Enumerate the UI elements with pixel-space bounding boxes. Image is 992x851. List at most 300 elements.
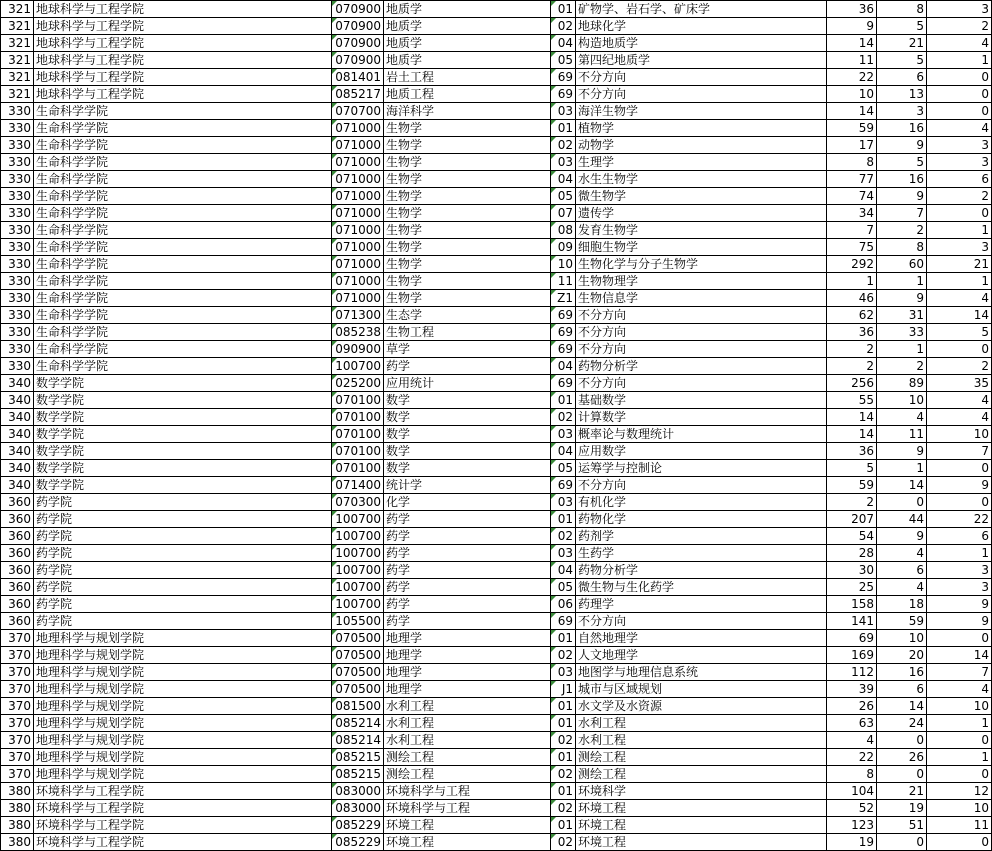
count-a-cell[interactable]: 158 — [827, 596, 877, 613]
count-c-cell[interactable]: 14 — [927, 647, 992, 664]
count-b-cell[interactable]: 21 — [877, 783, 927, 800]
count-c-cell[interactable]: 0 — [927, 732, 992, 749]
direction-name-cell[interactable]: 水生生物学 — [576, 171, 827, 188]
major-code-cell[interactable]: 071000 — [332, 154, 384, 171]
direction-code-cell[interactable]: 02 — [551, 732, 576, 749]
count-c-cell[interactable]: 0 — [927, 766, 992, 783]
count-c-cell[interactable]: 3 — [927, 154, 992, 171]
major-name-cell[interactable]: 药学 — [384, 562, 551, 579]
direction-code-cell[interactable]: 03 — [551, 545, 576, 562]
direction-name-cell[interactable]: 地球化学 — [576, 18, 827, 35]
direction-name-cell[interactable]: 不分方向 — [576, 324, 827, 341]
count-a-cell[interactable]: 9 — [827, 18, 877, 35]
count-a-cell[interactable]: 77 — [827, 171, 877, 188]
dept-code-cell[interactable]: 330 — [1, 171, 34, 188]
count-c-cell[interactable]: 4 — [927, 409, 992, 426]
dept-code-cell[interactable]: 340 — [1, 409, 34, 426]
count-c-cell[interactable]: 4 — [927, 681, 992, 698]
dept-code-cell[interactable]: 360 — [1, 511, 34, 528]
dept-code-cell[interactable]: 370 — [1, 664, 34, 681]
count-a-cell[interactable]: 17 — [827, 137, 877, 154]
major-name-cell[interactable]: 水利工程 — [384, 715, 551, 732]
count-b-cell[interactable]: 19 — [877, 800, 927, 817]
major-name-cell[interactable]: 药学 — [384, 511, 551, 528]
major-code-cell[interactable]: 070100 — [332, 426, 384, 443]
direction-name-cell[interactable]: 不分方向 — [576, 307, 827, 324]
direction-name-cell[interactable]: 药剂学 — [576, 528, 827, 545]
major-name-cell[interactable]: 生物学 — [384, 290, 551, 307]
dept-name-cell[interactable]: 生命科学学院 — [34, 120, 332, 137]
count-b-cell[interactable]: 44 — [877, 511, 927, 528]
direction-name-cell[interactable]: 不分方向 — [576, 477, 827, 494]
direction-code-cell[interactable]: 69 — [551, 324, 576, 341]
count-c-cell[interactable]: 1 — [927, 222, 992, 239]
count-b-cell[interactable]: 5 — [877, 18, 927, 35]
count-b-cell[interactable]: 6 — [877, 681, 927, 698]
dept-code-cell[interactable]: 321 — [1, 52, 34, 69]
major-code-cell[interactable]: 070300 — [332, 494, 384, 511]
major-code-cell[interactable]: 071000 — [332, 205, 384, 222]
major-name-cell[interactable]: 生物学 — [384, 222, 551, 239]
major-name-cell[interactable]: 生物学 — [384, 273, 551, 290]
direction-code-cell[interactable]: 03 — [551, 154, 576, 171]
direction-name-cell[interactable]: 应用数学 — [576, 443, 827, 460]
major-code-cell[interactable]: 071000 — [332, 171, 384, 188]
count-c-cell[interactable]: 22 — [927, 511, 992, 528]
major-code-cell[interactable]: 085229 — [332, 834, 384, 851]
major-name-cell[interactable]: 数学 — [384, 443, 551, 460]
count-c-cell[interactable]: 14 — [927, 307, 992, 324]
dept-name-cell[interactable]: 环境科学与工程学院 — [34, 783, 332, 800]
dept-code-cell[interactable]: 370 — [1, 630, 34, 647]
direction-name-cell[interactable]: 环境科学 — [576, 783, 827, 800]
count-b-cell[interactable]: 9 — [877, 137, 927, 154]
count-c-cell[interactable]: 3 — [927, 1, 992, 18]
count-b-cell[interactable]: 9 — [877, 188, 927, 205]
major-code-cell[interactable]: 071300 — [332, 307, 384, 324]
major-name-cell[interactable]: 水利工程 — [384, 698, 551, 715]
dept-code-cell[interactable]: 370 — [1, 698, 34, 715]
major-name-cell[interactable]: 地质学 — [384, 18, 551, 35]
count-c-cell[interactable]: 10 — [927, 426, 992, 443]
major-code-cell[interactable]: 071000 — [332, 222, 384, 239]
major-code-cell[interactable]: 105500 — [332, 613, 384, 630]
direction-code-cell[interactable]: 11 — [551, 273, 576, 290]
dept-name-cell[interactable]: 数学学院 — [34, 375, 332, 392]
count-c-cell[interactable]: 1 — [927, 749, 992, 766]
major-name-cell[interactable]: 水利工程 — [384, 732, 551, 749]
direction-name-cell[interactable]: 不分方向 — [576, 69, 827, 86]
direction-name-cell[interactable]: 计算数学 — [576, 409, 827, 426]
direction-code-cell[interactable]: 03 — [551, 426, 576, 443]
major-code-cell[interactable]: 083000 — [332, 783, 384, 800]
count-b-cell[interactable]: 14 — [877, 477, 927, 494]
direction-code-cell[interactable]: 03 — [551, 664, 576, 681]
dept-name-cell[interactable]: 数学学院 — [34, 477, 332, 494]
count-b-cell[interactable]: 8 — [877, 1, 927, 18]
direction-code-cell[interactable]: 01 — [551, 392, 576, 409]
direction-code-cell[interactable]: 05 — [551, 579, 576, 596]
dept-name-cell[interactable]: 生命科学学院 — [34, 324, 332, 341]
count-c-cell[interactable]: 6 — [927, 171, 992, 188]
dept-code-cell[interactable]: 330 — [1, 154, 34, 171]
direction-code-cell[interactable]: 02 — [551, 647, 576, 664]
major-name-cell[interactable]: 数学 — [384, 392, 551, 409]
count-c-cell[interactable]: 12 — [927, 783, 992, 800]
count-b-cell[interactable]: 31 — [877, 307, 927, 324]
count-b-cell[interactable]: 4 — [877, 409, 927, 426]
dept-name-cell[interactable]: 地球科学与工程学院 — [34, 35, 332, 52]
major-code-cell[interactable]: 070100 — [332, 460, 384, 477]
count-a-cell[interactable]: 74 — [827, 188, 877, 205]
count-a-cell[interactable]: 14 — [827, 103, 877, 120]
dept-name-cell[interactable]: 生命科学学院 — [34, 154, 332, 171]
direction-code-cell[interactable]: 09 — [551, 239, 576, 256]
dept-code-cell[interactable]: 370 — [1, 732, 34, 749]
dept-name-cell[interactable]: 数学学院 — [34, 443, 332, 460]
direction-code-cell[interactable]: 01 — [551, 783, 576, 800]
count-c-cell[interactable]: 0 — [927, 834, 992, 851]
direction-code-cell[interactable]: 69 — [551, 341, 576, 358]
major-code-cell[interactable]: 071000 — [332, 120, 384, 137]
direction-name-cell[interactable]: 不分方向 — [576, 341, 827, 358]
count-c-cell[interactable]: 10 — [927, 698, 992, 715]
dept-name-cell[interactable]: 生命科学学院 — [34, 256, 332, 273]
dept-code-cell[interactable]: 330 — [1, 341, 34, 358]
dept-code-cell[interactable]: 321 — [1, 86, 34, 103]
dept-code-cell[interactable]: 321 — [1, 35, 34, 52]
major-code-cell[interactable]: 070100 — [332, 392, 384, 409]
major-name-cell[interactable]: 统计学 — [384, 477, 551, 494]
count-b-cell[interactable]: 0 — [877, 494, 927, 511]
direction-name-cell[interactable]: 矿物学、岩石学、矿床学 — [576, 1, 827, 18]
count-b-cell[interactable]: 1 — [877, 273, 927, 290]
dept-name-cell[interactable]: 数学学院 — [34, 426, 332, 443]
major-name-cell[interactable]: 药学 — [384, 358, 551, 375]
count-b-cell[interactable]: 1 — [877, 460, 927, 477]
major-name-cell[interactable]: 数学 — [384, 426, 551, 443]
direction-code-cell[interactable]: 69 — [551, 613, 576, 630]
dept-code-cell[interactable]: 330 — [1, 188, 34, 205]
direction-name-cell[interactable]: 药理学 — [576, 596, 827, 613]
count-b-cell[interactable]: 4 — [877, 579, 927, 596]
direction-name-cell[interactable]: 药物化学 — [576, 511, 827, 528]
direction-name-cell[interactable]: 基础数学 — [576, 392, 827, 409]
count-c-cell[interactable]: 3 — [927, 137, 992, 154]
direction-code-cell[interactable]: 69 — [551, 69, 576, 86]
count-a-cell[interactable]: 52 — [827, 800, 877, 817]
direction-code-cell[interactable]: Z1 — [551, 290, 576, 307]
count-b-cell[interactable]: 59 — [877, 613, 927, 630]
count-b-cell[interactable]: 0 — [877, 766, 927, 783]
count-a-cell[interactable]: 112 — [827, 664, 877, 681]
dept-code-cell[interactable]: 360 — [1, 494, 34, 511]
major-code-cell[interactable]: 070500 — [332, 630, 384, 647]
major-name-cell[interactable]: 数学 — [384, 409, 551, 426]
count-a-cell[interactable]: 22 — [827, 69, 877, 86]
count-c-cell[interactable]: 1 — [927, 273, 992, 290]
dept-code-cell[interactable]: 360 — [1, 528, 34, 545]
direction-code-cell[interactable]: 69 — [551, 86, 576, 103]
direction-name-cell[interactable]: 运筹学与控制论 — [576, 460, 827, 477]
count-a-cell[interactable]: 46 — [827, 290, 877, 307]
major-code-cell[interactable]: 071000 — [332, 256, 384, 273]
dept-code-cell[interactable]: 360 — [1, 545, 34, 562]
dept-code-cell[interactable]: 360 — [1, 613, 34, 630]
direction-code-cell[interactable]: 69 — [551, 477, 576, 494]
count-b-cell[interactable]: 5 — [877, 52, 927, 69]
dept-code-cell[interactable]: 370 — [1, 766, 34, 783]
major-code-cell[interactable]: 085238 — [332, 324, 384, 341]
direction-code-cell[interactable]: 04 — [551, 562, 576, 579]
dept-name-cell[interactable]: 数学学院 — [34, 460, 332, 477]
count-c-cell[interactable]: 3 — [927, 239, 992, 256]
major-code-cell[interactable]: 071000 — [332, 273, 384, 290]
major-name-cell[interactable]: 地理学 — [384, 664, 551, 681]
direction-code-cell[interactable]: 02 — [551, 409, 576, 426]
major-code-cell[interactable]: 070900 — [332, 35, 384, 52]
count-b-cell[interactable]: 20 — [877, 647, 927, 664]
count-c-cell[interactable]: 0 — [927, 69, 992, 86]
dept-code-cell[interactable]: 340 — [1, 477, 34, 494]
direction-name-cell[interactable]: 生物化学与分子生物学 — [576, 256, 827, 273]
direction-name-cell[interactable]: 测绘工程 — [576, 749, 827, 766]
dept-name-cell[interactable]: 地理科学与规划学院 — [34, 749, 332, 766]
dept-name-cell[interactable]: 地球科学与工程学院 — [34, 52, 332, 69]
major-code-cell[interactable]: 100700 — [332, 596, 384, 613]
direction-code-cell[interactable]: 01 — [551, 817, 576, 834]
direction-name-cell[interactable]: 微生物学 — [576, 188, 827, 205]
dept-name-cell[interactable]: 生命科学学院 — [34, 103, 332, 120]
direction-name-cell[interactable]: 细胞生物学 — [576, 239, 827, 256]
count-c-cell[interactable]: 0 — [927, 205, 992, 222]
count-a-cell[interactable]: 207 — [827, 511, 877, 528]
major-code-cell[interactable]: 070500 — [332, 664, 384, 681]
count-a-cell[interactable]: 22 — [827, 749, 877, 766]
count-c-cell[interactable]: 0 — [927, 86, 992, 103]
count-a-cell[interactable]: 59 — [827, 477, 877, 494]
major-code-cell[interactable]: 070900 — [332, 18, 384, 35]
dept-code-cell[interactable]: 340 — [1, 426, 34, 443]
dept-name-cell[interactable]: 生命科学学院 — [34, 239, 332, 256]
major-code-cell[interactable]: 070900 — [332, 52, 384, 69]
direction-name-cell[interactable]: 构造地质学 — [576, 35, 827, 52]
major-name-cell[interactable]: 地理学 — [384, 681, 551, 698]
count-a-cell[interactable]: 14 — [827, 35, 877, 52]
major-name-cell[interactable]: 地质学 — [384, 35, 551, 52]
count-a-cell[interactable]: 2 — [827, 358, 877, 375]
direction-code-cell[interactable]: 01 — [551, 630, 576, 647]
major-name-cell[interactable]: 数学 — [384, 460, 551, 477]
direction-name-cell[interactable]: 动物学 — [576, 137, 827, 154]
count-c-cell[interactable]: 1 — [927, 545, 992, 562]
major-name-cell[interactable]: 药学 — [384, 613, 551, 630]
count-b-cell[interactable]: 16 — [877, 120, 927, 137]
count-b-cell[interactable]: 5 — [877, 154, 927, 171]
dept-name-cell[interactable]: 生命科学学院 — [34, 137, 332, 154]
major-code-cell[interactable]: 081401 — [332, 69, 384, 86]
count-b-cell[interactable]: 4 — [877, 545, 927, 562]
count-c-cell[interactable]: 4 — [927, 120, 992, 137]
major-code-cell[interactable]: 083000 — [332, 800, 384, 817]
direction-code-cell[interactable]: 02 — [551, 800, 576, 817]
dept-name-cell[interactable]: 地球科学与工程学院 — [34, 69, 332, 86]
direction-code-cell[interactable]: 04 — [551, 358, 576, 375]
major-name-cell[interactable]: 地质工程 — [384, 86, 551, 103]
major-code-cell[interactable]: 070500 — [332, 647, 384, 664]
dept-code-cell[interactable]: 370 — [1, 749, 34, 766]
dept-name-cell[interactable]: 药学院 — [34, 545, 332, 562]
direction-name-cell[interactable]: 第四纪地质学 — [576, 52, 827, 69]
major-name-cell[interactable]: 测绘工程 — [384, 766, 551, 783]
major-name-cell[interactable]: 生物学 — [384, 239, 551, 256]
major-name-cell[interactable]: 生物学 — [384, 188, 551, 205]
direction-name-cell[interactable]: 环境工程 — [576, 800, 827, 817]
dept-code-cell[interactable]: 360 — [1, 562, 34, 579]
count-a-cell[interactable]: 30 — [827, 562, 877, 579]
direction-code-cell[interactable]: 01 — [551, 120, 576, 137]
dept-name-cell[interactable]: 环境科学与工程学院 — [34, 800, 332, 817]
count-a-cell[interactable]: 36 — [827, 1, 877, 18]
count-a-cell[interactable]: 8 — [827, 154, 877, 171]
major-name-cell[interactable]: 草学 — [384, 341, 551, 358]
dept-name-cell[interactable]: 地理科学与规划学院 — [34, 766, 332, 783]
direction-code-cell[interactable]: 69 — [551, 307, 576, 324]
count-c-cell[interactable]: 0 — [927, 341, 992, 358]
direction-code-cell[interactable]: 03 — [551, 103, 576, 120]
dept-code-cell[interactable]: 321 — [1, 18, 34, 35]
major-code-cell[interactable]: 071000 — [332, 239, 384, 256]
direction-name-cell[interactable]: 植物学 — [576, 120, 827, 137]
count-b-cell[interactable]: 13 — [877, 86, 927, 103]
major-name-cell[interactable]: 环境科学与工程 — [384, 783, 551, 800]
dept-code-cell[interactable]: 370 — [1, 647, 34, 664]
direction-code-cell[interactable]: 01 — [551, 749, 576, 766]
dept-name-cell[interactable]: 地理科学与规划学院 — [34, 647, 332, 664]
count-a-cell[interactable]: 62 — [827, 307, 877, 324]
dept-name-cell[interactable]: 生命科学学院 — [34, 341, 332, 358]
direction-code-cell[interactable]: 08 — [551, 222, 576, 239]
count-a-cell[interactable]: 19 — [827, 834, 877, 851]
dept-name-cell[interactable]: 药学院 — [34, 562, 332, 579]
count-c-cell[interactable]: 35 — [927, 375, 992, 392]
count-b-cell[interactable]: 21 — [877, 35, 927, 52]
major-code-cell[interactable]: 085214 — [332, 732, 384, 749]
count-c-cell[interactable]: 2 — [927, 188, 992, 205]
dept-name-cell[interactable]: 地理科学与规划学院 — [34, 664, 332, 681]
dept-name-cell[interactable]: 生命科学学院 — [34, 273, 332, 290]
direction-name-cell[interactable]: 水文学及水资源 — [576, 698, 827, 715]
dept-code-cell[interactable]: 330 — [1, 205, 34, 222]
dept-name-cell[interactable]: 生命科学学院 — [34, 171, 332, 188]
major-code-cell[interactable]: 025200 — [332, 375, 384, 392]
count-a-cell[interactable]: 292 — [827, 256, 877, 273]
direction-name-cell[interactable]: 药物分析学 — [576, 562, 827, 579]
count-a-cell[interactable]: 256 — [827, 375, 877, 392]
direction-name-cell[interactable]: 水利工程 — [576, 715, 827, 732]
dept-name-cell[interactable]: 药学院 — [34, 579, 332, 596]
count-c-cell[interactable]: 1 — [927, 715, 992, 732]
count-c-cell[interactable]: 9 — [927, 596, 992, 613]
major-code-cell[interactable]: 081500 — [332, 698, 384, 715]
dept-name-cell[interactable]: 生命科学学院 — [34, 307, 332, 324]
dept-code-cell[interactable]: 360 — [1, 596, 34, 613]
dept-code-cell[interactable]: 330 — [1, 358, 34, 375]
count-b-cell[interactable]: 16 — [877, 664, 927, 681]
count-a-cell[interactable]: 169 — [827, 647, 877, 664]
count-b-cell[interactable]: 6 — [877, 69, 927, 86]
dept-code-cell[interactable]: 330 — [1, 137, 34, 154]
count-c-cell[interactable]: 4 — [927, 35, 992, 52]
direction-code-cell[interactable]: 01 — [551, 715, 576, 732]
dept-name-cell[interactable]: 药学院 — [34, 494, 332, 511]
major-name-cell[interactable]: 地质学 — [384, 52, 551, 69]
major-code-cell[interactable]: 085229 — [332, 817, 384, 834]
major-name-cell[interactable]: 生物学 — [384, 137, 551, 154]
count-b-cell[interactable]: 26 — [877, 749, 927, 766]
major-code-cell[interactable]: 070700 — [332, 103, 384, 120]
dept-name-cell[interactable]: 环境科学与工程学院 — [34, 834, 332, 851]
major-code-cell[interactable]: 070100 — [332, 409, 384, 426]
major-code-cell[interactable]: 070900 — [332, 1, 384, 18]
count-c-cell[interactable]: 0 — [927, 460, 992, 477]
count-a-cell[interactable]: 123 — [827, 817, 877, 834]
count-b-cell[interactable]: 2 — [877, 358, 927, 375]
direction-name-cell[interactable]: 不分方向 — [576, 613, 827, 630]
major-name-cell[interactable]: 测绘工程 — [384, 749, 551, 766]
major-code-cell[interactable]: 090900 — [332, 341, 384, 358]
dept-name-cell[interactable]: 地理科学与规划学院 — [34, 698, 332, 715]
count-c-cell[interactable]: 2 — [927, 358, 992, 375]
dept-code-cell[interactable]: 330 — [1, 324, 34, 341]
major-code-cell[interactable]: 100700 — [332, 579, 384, 596]
count-b-cell[interactable]: 6 — [877, 562, 927, 579]
count-b-cell[interactable]: 2 — [877, 222, 927, 239]
direction-code-cell[interactable]: 02 — [551, 137, 576, 154]
dept-code-cell[interactable]: 321 — [1, 69, 34, 86]
dept-code-cell[interactable]: 340 — [1, 392, 34, 409]
dept-code-cell[interactable]: 380 — [1, 817, 34, 834]
dept-code-cell[interactable]: 330 — [1, 239, 34, 256]
dept-name-cell[interactable]: 药学院 — [34, 528, 332, 545]
dept-name-cell[interactable]: 数学学院 — [34, 392, 332, 409]
major-name-cell[interactable]: 地理学 — [384, 630, 551, 647]
dept-name-cell[interactable]: 地理科学与规划学院 — [34, 681, 332, 698]
count-a-cell[interactable]: 36 — [827, 324, 877, 341]
major-code-cell[interactable]: 100700 — [332, 511, 384, 528]
count-c-cell[interactable]: 21 — [927, 256, 992, 273]
major-code-cell[interactable]: 100700 — [332, 358, 384, 375]
dept-code-cell[interactable]: 380 — [1, 834, 34, 851]
direction-name-cell[interactable]: 水利工程 — [576, 732, 827, 749]
direction-code-cell[interactable]: 04 — [551, 443, 576, 460]
count-b-cell[interactable]: 7 — [877, 205, 927, 222]
direction-code-cell[interactable]: J1 — [551, 681, 576, 698]
direction-name-cell[interactable]: 概率论与数理统计 — [576, 426, 827, 443]
count-a-cell[interactable]: 59 — [827, 120, 877, 137]
dept-code-cell[interactable]: 370 — [1, 715, 34, 732]
count-a-cell[interactable]: 39 — [827, 681, 877, 698]
direction-name-cell[interactable]: 海洋生物学 — [576, 103, 827, 120]
major-code-cell[interactable]: 071000 — [332, 137, 384, 154]
direction-name-cell[interactable]: 人文地理学 — [576, 647, 827, 664]
count-a-cell[interactable]: 8 — [827, 766, 877, 783]
count-a-cell[interactable]: 104 — [827, 783, 877, 800]
count-c-cell[interactable]: 4 — [927, 392, 992, 409]
dept-name-cell[interactable]: 地理科学与规划学院 — [34, 715, 332, 732]
count-c-cell[interactable]: 2 — [927, 18, 992, 35]
major-name-cell[interactable]: 药学 — [384, 528, 551, 545]
